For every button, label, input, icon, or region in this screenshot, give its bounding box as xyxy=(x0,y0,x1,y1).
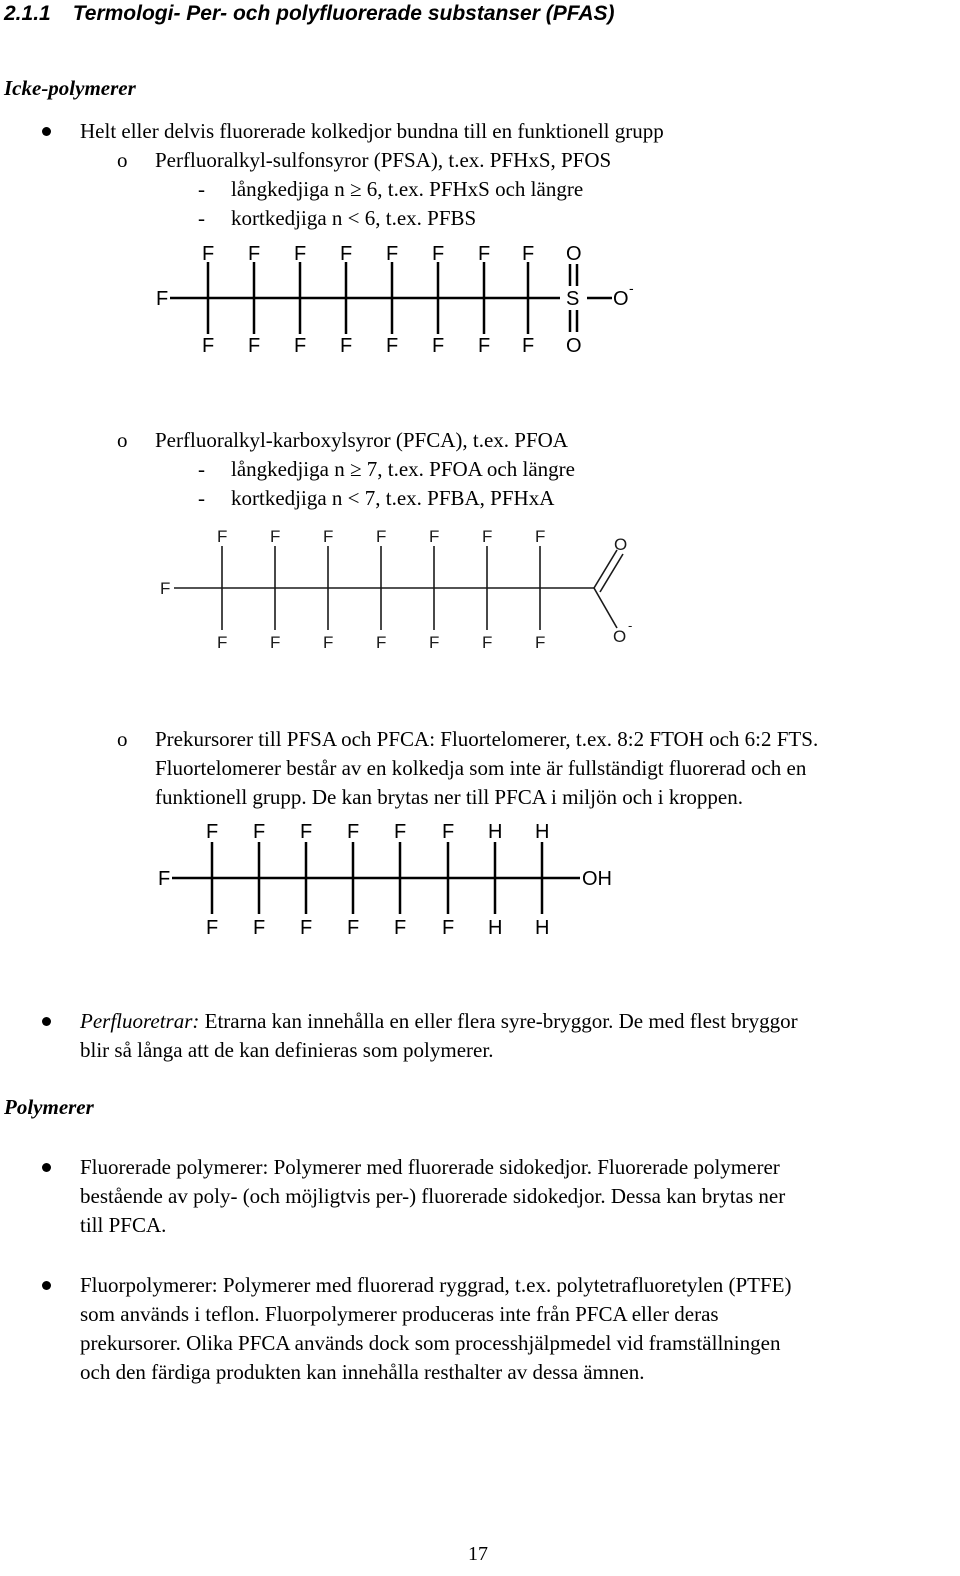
ethers-text: Etrarna kan innehålla en eller flera syre-bryggor. De med flest bryggor xyxy=(199,1009,798,1033)
atom-label: F xyxy=(294,243,307,265)
atom-label: F xyxy=(522,335,535,357)
atom-label: O xyxy=(613,288,629,310)
bullet-dot xyxy=(42,1163,51,1172)
dash-marker: - xyxy=(198,486,205,510)
dash-marker: - xyxy=(198,177,205,201)
atom-label: F xyxy=(478,335,491,357)
atom-label: F xyxy=(535,633,546,652)
atom-label: H xyxy=(488,917,503,939)
sub-marker: o xyxy=(117,428,128,452)
atom-label: F xyxy=(300,821,313,843)
charge-label: - xyxy=(628,618,633,633)
pfsa-structure-diagram xyxy=(150,238,650,363)
atom-label: F xyxy=(300,917,313,939)
subheading-nonpolymer: Icke-polymerer xyxy=(4,76,136,100)
dash-marker: - xyxy=(198,457,205,481)
atom-label: H xyxy=(535,917,550,939)
atom-label: F xyxy=(429,633,440,652)
atom-label: F xyxy=(270,633,281,652)
section-title: Termologi- Per- och polyfluorerade substanser (PFAS) xyxy=(72,2,615,25)
pfsa-long-post: 6, t.ex. PFHxS och längre xyxy=(361,177,584,201)
pfsa-long-pre: långkedjiga n xyxy=(231,177,350,201)
atom-label: S xyxy=(566,288,580,310)
atom-label: F xyxy=(206,821,219,843)
atom-label: F xyxy=(394,821,407,843)
atom-label: F xyxy=(217,527,228,546)
atom-label: F xyxy=(270,527,281,546)
bullet-dot xyxy=(42,127,51,136)
atom-label: F xyxy=(535,527,546,546)
atom-label: F xyxy=(376,527,387,546)
atom-label: F xyxy=(442,821,455,843)
precursors-line: Fluortelomerer består av en kolkedja som inte är fullständigt fluorerad och en xyxy=(155,756,807,780)
section-number: 2.1.1 xyxy=(4,2,51,25)
geq-symbol: ≥ xyxy=(349,457,362,481)
pfca-long-pre: långkedjiga n xyxy=(231,457,350,481)
atom-label: F xyxy=(253,917,266,939)
atom-label: F xyxy=(340,243,353,265)
ftoh-structure-diagram xyxy=(150,816,630,942)
atom-label: F xyxy=(340,335,353,357)
atom-label: F xyxy=(253,821,266,843)
atom-label: F xyxy=(482,527,493,546)
atom-label: F xyxy=(160,579,171,598)
precursors-line: funktionell grupp. De kan brytas ner till PFCA i miljön och i kroppen. xyxy=(155,785,743,809)
pfca-structure-diagram xyxy=(150,524,650,654)
atom-label: F xyxy=(432,243,445,265)
charge-label: - xyxy=(629,280,634,296)
atom-label: F xyxy=(158,868,171,890)
polymer-item-line: bestående av poly- (och möjligtvis per-) fluorerade sidokedjor. Dessa kan brytas ner xyxy=(80,1184,786,1208)
sub-marker: o xyxy=(117,148,128,172)
ethers-line: blir så långa att de kan definieras som polymerer. xyxy=(80,1038,494,1062)
atom-label: F xyxy=(202,335,215,357)
atom-label: F xyxy=(386,335,399,357)
atom-label: F xyxy=(248,335,261,357)
pfsa-short-chain: kortkedjiga n < 6, t.ex. PFBS xyxy=(231,206,477,230)
atom-label: F xyxy=(432,335,445,357)
atom-label: F xyxy=(156,288,169,310)
ethers-label: Perfluoretrar: xyxy=(80,1009,200,1033)
pfca-long-chain xyxy=(231,455,575,484)
atom-label: O xyxy=(613,627,627,646)
atom-label: OH xyxy=(582,868,612,890)
polymer-item-line: Fluorpolymerer: Polymerer med fluorerad ryggrad, t.ex. polytetrafluoretylen (PTFE) xyxy=(80,1273,792,1297)
pfsa-long-chain xyxy=(231,175,583,204)
atom-label: F xyxy=(202,243,215,265)
polymer-item-line: Fluorerade polymerer: Polymerer med fluorerade sidokedjor. Fluorerade polymerer xyxy=(80,1155,780,1179)
polymer-item-line: prekursorer. Olika PFCA används dock som processhjälpmedel vid framställningen xyxy=(80,1331,781,1355)
atom-label: F xyxy=(478,243,491,265)
pfsa-text: Perfluoralkyl-sulfonsyror (PFSA), t.ex. PFHxS, PFOS xyxy=(155,148,612,172)
section-heading xyxy=(4,2,615,26)
atom-label: F xyxy=(376,633,387,652)
polymer-item-line: till PFCA. xyxy=(80,1213,167,1237)
sub-marker: o xyxy=(117,727,128,751)
atom-label: F xyxy=(248,243,261,265)
polymer-item-line: och den färdiga produkten kan innehålla resthalter av dessa ämnen. xyxy=(80,1360,645,1384)
bullet-dot xyxy=(42,1017,51,1026)
ethers-line xyxy=(80,1007,798,1036)
atom-label: F xyxy=(442,917,455,939)
bullet-text-chains: Helt eller delvis fluorerade kolkedjor bundna till en funktionell grupp xyxy=(80,119,664,143)
geq-symbol: ≥ xyxy=(349,177,362,201)
atom-label: F xyxy=(323,633,334,652)
precursors-line: Prekursorer till PFSA och PFCA: Fluortelomerer, t.ex. 8:2 FTOH och 6:2 FTS. xyxy=(155,727,819,751)
atom-label: O xyxy=(566,335,582,357)
atom-label: F xyxy=(522,243,535,265)
atom-label: F xyxy=(323,527,334,546)
atom-label: F xyxy=(482,633,493,652)
subheading-polymer: Polymerer xyxy=(4,1095,94,1119)
atom-label: F xyxy=(217,633,228,652)
atom-label: F xyxy=(294,335,307,357)
atom-label: H xyxy=(535,821,550,843)
page-number: 17 xyxy=(468,1543,488,1565)
pfca-long-post: 7, t.ex. PFOA och längre xyxy=(361,457,575,481)
pfca-short-chain: kortkedjiga n < 7, t.ex. PFBA, PFHxA xyxy=(231,486,555,510)
atom-label: O xyxy=(566,243,582,265)
polymer-item-line: som används i teflon. Fluorpolymerer produceras inte från PFCA eller deras xyxy=(80,1302,719,1326)
pfca-text: Perfluoralkyl-karboxylsyror (PFCA), t.ex. PFOA xyxy=(155,428,568,452)
atom-label: F xyxy=(347,821,360,843)
atom-label: F xyxy=(206,917,219,939)
dash-marker: - xyxy=(198,206,205,230)
atom-label: F xyxy=(386,243,399,265)
atom-label: F xyxy=(347,917,360,939)
atom-label: F xyxy=(394,917,407,939)
atom-label: F xyxy=(429,527,440,546)
bullet-dot xyxy=(42,1281,51,1290)
atom-label: H xyxy=(488,821,503,843)
atom-label: O xyxy=(614,535,628,554)
